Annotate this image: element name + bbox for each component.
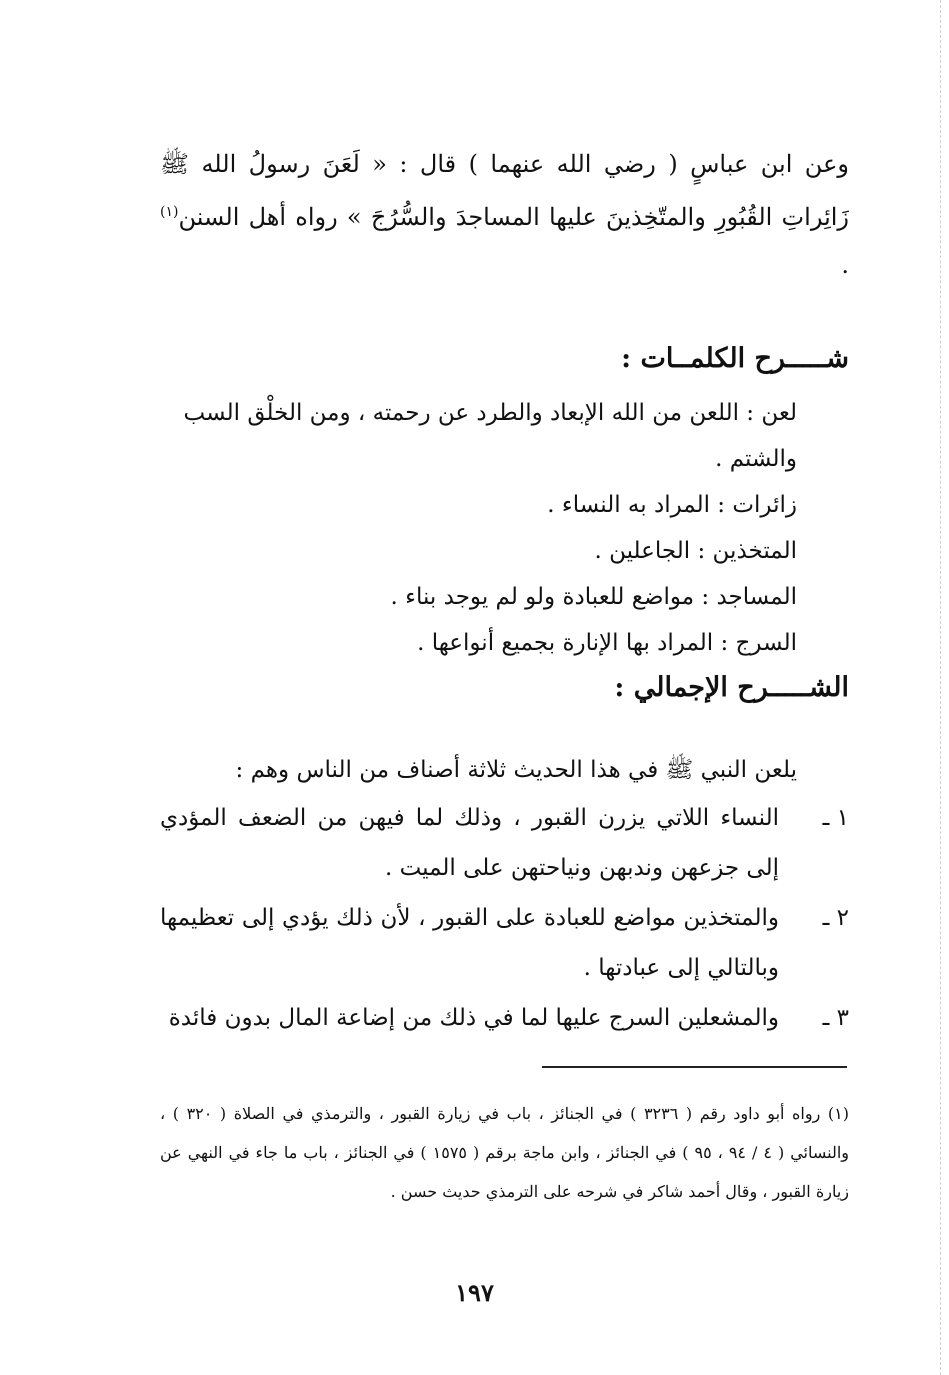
hadith-text: وعن ابن عباسٍ ( رضي الله عنهما ) قال : « لَعَنَ رسولُ الله ﷺ زَائِراتِ القُبُورِ والمتّخِذينَ عليها المساجدَ والسُّرُجَ » رواه أهل السنن [160,150,850,231]
glossary-definition: المراد به النساء . [547,492,710,518]
glossary-definition: مواضع للعبادة ولو لم يوجد بناء . [390,584,695,610]
item-text: النساء اللاتي يزرن القبور ، وذلك لما فيهن من الضعف المؤدي إلى جزعهن وندبهن ونياحتهن على الميت . [160,805,779,881]
hadith-end: . [841,251,849,279]
glossary-term: لعن : [739,400,797,426]
glossary-heading: شـــــرح الكلمــات : [621,343,849,374]
summary-heading: الشـــــرح الإجمالي : [614,672,849,703]
glossary-term: زائرات : [710,492,797,518]
summary-item [160,893,849,993]
glossary-entry [160,528,849,574]
page-content [160,140,849,1043]
glossary-entry [160,574,849,620]
glossary-term: السرج : [713,630,797,656]
glossary-entry [160,482,849,528]
item-number: ١ ـ [822,805,849,831]
page-edge-line [940,0,941,1375]
glossary-definition: المراد بها الإنارة بجميع أنواعها . [417,630,714,656]
glossary-definition: اللعن من الله الإبعاد والطرد عن رحمته ، ومن الخلْق السب والشتم . [183,400,797,472]
glossary-entry [160,620,849,666]
footnote-separator [542,1066,847,1068]
item-number: ٣ ـ [822,1005,849,1031]
item-number: ٢ ـ [822,905,849,931]
footnote-reference: (١) [160,204,179,220]
summary-item [160,793,849,893]
glossary-definition: الجاعلين . [594,538,691,564]
glossary-term: المتخذين : [690,538,797,564]
glossary-list [160,390,849,666]
item-text: والمتخذين مواضع للعبادة على القبور ، لأن ذلك يؤدي إلى تعظيمها وبالتالي إلى عبادتها . [160,905,779,981]
hadith-paragraph [160,140,849,289]
item-text: والمشعلين السرج عليها لما في ذلك من إضاعة المال بدون فائدة [168,1005,779,1031]
summary-item [160,993,849,1043]
glossary-term: المساجد : [694,584,797,610]
summary-intro: يلعن النبي ﷺ في هذا الحديث ثلاثة أصناف من الناس وهم : [235,757,797,783]
glossary-entry [160,390,849,482]
page-number: ١٩٧ [455,1278,494,1307]
footnote: (١) رواه أبو داود رقم ( ٣٢٣٦ ) في الجنائز ، باب في زيارة القبور ، والترمذي في الصلاة ( ٣٢٠ ) ، والنسائي ( ٤ / ٩٤ ، ٩٥ ) في الجنائز ، وابن ماجة برقم ( ١٥٧٥ ) في الجنائز ، باب ما جاء في النهي عن زيارة القبور ، وقال أحمد شاكر في شرحه على الترمذي حديث حسن . [160,1104,850,1201]
